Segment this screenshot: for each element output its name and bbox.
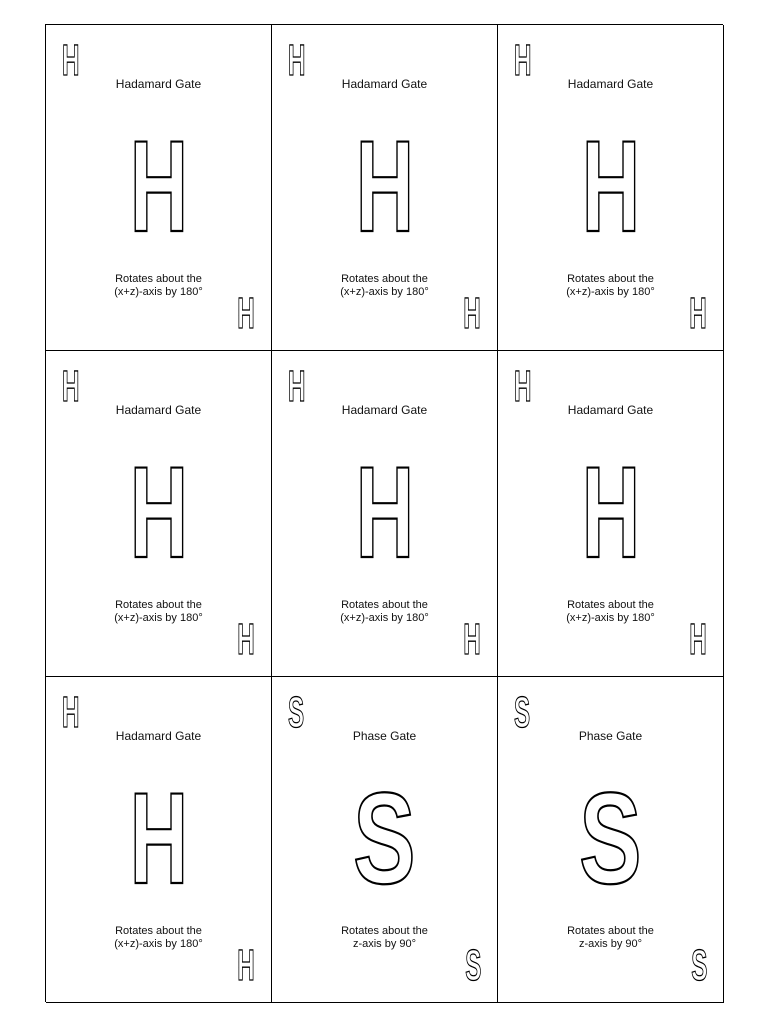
- card-main-symbol: [272, 765, 497, 911]
- main-symbol-glyph: H: [129, 439, 188, 585]
- card-main-symbol: [272, 113, 497, 259]
- card-title: Hadamard Gate: [567, 403, 654, 417]
- description-line-2: (x+z)-axis by 180°: [566, 612, 655, 624]
- corner-symbol-top: H: [288, 362, 306, 411]
- card-title: Phase Gate: [352, 729, 417, 743]
- gate-card: [272, 25, 498, 351]
- description-line-2: z-axis by 90°: [352, 938, 417, 950]
- gate-card: [46, 677, 272, 1003]
- card-title: Hadamard Gate: [341, 77, 428, 91]
- corner-symbol-bottom: H: [237, 289, 255, 338]
- description-line-1: Rotates about the: [115, 599, 202, 611]
- main-symbol-glyph: H: [581, 439, 640, 585]
- description-line-1: Rotates about the: [341, 273, 428, 285]
- corner-symbol-bottom: S: [690, 941, 707, 990]
- gate-card: [46, 351, 272, 677]
- card-main-symbol: [46, 765, 271, 911]
- card-title: Hadamard Gate: [341, 403, 428, 417]
- description-line-2: (x+z)-axis by 180°: [114, 938, 203, 950]
- card-main-symbol: [498, 765, 723, 911]
- corner-symbol-top: H: [514, 362, 532, 411]
- card-main-symbol: [46, 439, 271, 585]
- main-symbol-glyph: S: [353, 765, 416, 911]
- gate-card: [498, 677, 724, 1003]
- corner-symbol-bottom: S: [464, 941, 481, 990]
- corner-symbol-top: H: [288, 36, 306, 85]
- description-line-1: Rotates about the: [341, 925, 428, 937]
- main-symbol-glyph: H: [355, 439, 414, 585]
- card-main-symbol: [498, 113, 723, 259]
- corner-symbol-bottom: H: [463, 615, 481, 664]
- description-line-2: (x+z)-axis by 180°: [114, 286, 203, 298]
- corner-symbol-top: S: [288, 688, 305, 737]
- corner-symbol-top: H: [62, 688, 80, 737]
- card-main-symbol: [498, 439, 723, 585]
- gate-card: [272, 677, 498, 1003]
- description-line-1: Rotates about the: [567, 599, 654, 611]
- main-symbol-glyph: H: [581, 113, 640, 259]
- card-title: Hadamard Gate: [567, 77, 654, 91]
- corner-symbol-bottom: H: [237, 941, 255, 990]
- description-line-1: Rotates about the: [341, 599, 428, 611]
- main-symbol-glyph: H: [355, 113, 414, 259]
- corner-symbol-top: H: [62, 362, 80, 411]
- corner-symbol-bottom: H: [689, 615, 707, 664]
- description-line-2: z-axis by 90°: [578, 938, 643, 950]
- card-main-symbol: [46, 113, 271, 259]
- description-line-1: Rotates about the: [567, 273, 654, 285]
- main-symbol-glyph: H: [129, 113, 188, 259]
- gate-card: [272, 351, 498, 677]
- corner-symbol-bottom: H: [463, 289, 481, 338]
- corner-symbol-top: H: [62, 36, 80, 85]
- gate-card: [46, 25, 272, 351]
- description-line-1: Rotates about the: [115, 273, 202, 285]
- description-line-1: Rotates about the: [115, 925, 202, 937]
- corner-symbol-bottom: H: [689, 289, 707, 338]
- card-description: [272, 925, 497, 951]
- main-symbol-glyph: S: [579, 765, 642, 911]
- card-main-symbol: [272, 439, 497, 585]
- card-title: Hadamard Gate: [115, 77, 202, 91]
- corner-symbol-top: S: [514, 688, 531, 737]
- description-line-2: (x+z)-axis by 180°: [566, 286, 655, 298]
- card-title: Hadamard Gate: [115, 729, 202, 743]
- main-symbol-glyph: H: [129, 765, 188, 911]
- gate-card: [498, 351, 724, 677]
- gate-card: [498, 25, 724, 351]
- corner-symbol-bottom: H: [237, 615, 255, 664]
- card-sheet: [45, 24, 723, 1002]
- card-description: [498, 925, 723, 951]
- card-title: Phase Gate: [578, 729, 643, 743]
- corner-symbol-top: H: [514, 36, 532, 85]
- card-title: Hadamard Gate: [115, 403, 202, 417]
- description-line-2: (x+z)-axis by 180°: [114, 612, 203, 624]
- description-line-1: Rotates about the: [567, 925, 654, 937]
- description-line-2: (x+z)-axis by 180°: [340, 612, 429, 624]
- description-line-2: (x+z)-axis by 180°: [340, 286, 429, 298]
